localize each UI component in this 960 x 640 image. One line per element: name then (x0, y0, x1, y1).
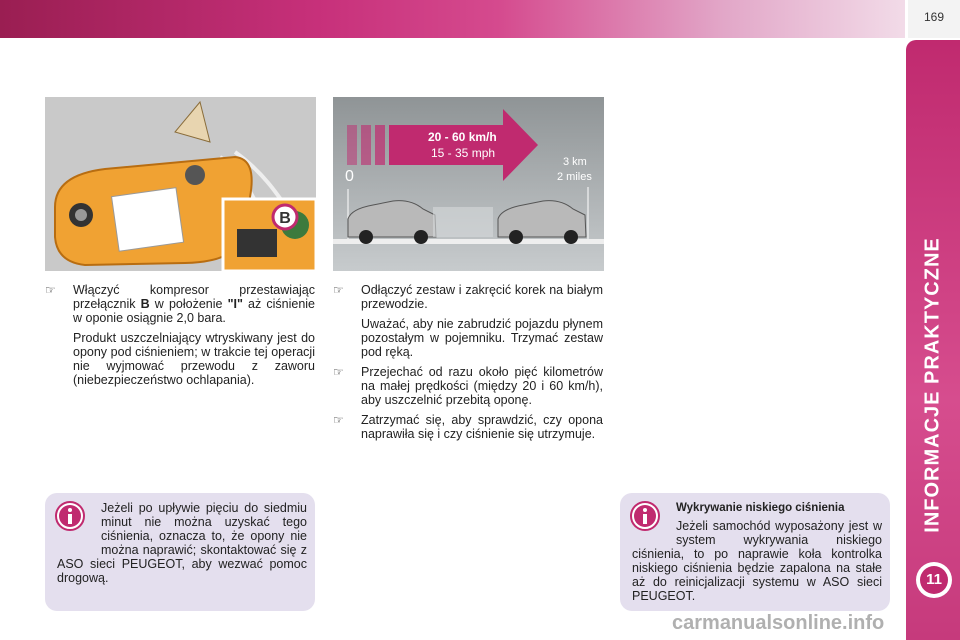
info-note-left-text: Jeżeli po upływie pięciu do siedmiu minut nie można uzyskać tego ciśnienia, oznacza to, że opony nie można naprawić; skontaktować się z ASO sieci PEUGEOT, aby wezwać pomoc drogową. (57, 501, 307, 585)
distance-km: 3 km (563, 156, 587, 168)
chapter-title: INFORMACJE PRAKTYCZNE (921, 237, 944, 533)
info-note-left (45, 493, 315, 611)
right-instructions (333, 283, 603, 447)
compressor-illustration (45, 97, 316, 271)
info-note-left-text-wrap (57, 501, 307, 585)
pointing-hand-icon: ☞ (333, 283, 344, 297)
chapter-number: 11 (920, 566, 948, 594)
pointing-hand-icon: ☞ (333, 365, 344, 379)
speed-figure (333, 97, 604, 271)
info-note-right-title: Wykrywanie niskiego ciśnienia (676, 502, 845, 514)
info-note-right-text: Jeżeli samochód wyposażony jest w system wykrywania niskiego ciśnienia, to po naprawie koła kontrolka niskiego ciśnienia będzie zapalona na stałe aż do reinicjalizacji systemu w ASO sieci PEUGEOT. (632, 519, 882, 603)
speed-mph: 15 - 35 mph (431, 146, 496, 160)
switch-label: B (279, 210, 291, 227)
speed-illustration (333, 97, 604, 271)
left-instructions (45, 283, 315, 393)
watermark: carmanualsonline.info (672, 612, 885, 634)
distance-miles: 2 miles (557, 171, 592, 183)
pointing-hand-icon: ☞ (45, 283, 56, 297)
page-number: 169 (923, 10, 945, 24)
start-distance: 0 (345, 168, 354, 185)
pointing-hand-icon: ☞ (333, 413, 344, 427)
instruction-drive: ☞ Przejechać od razu około pięć kilometrów na małej prędkości (między 20 i 60 km/h), aby uszczelnić przebitą oponę. (333, 365, 603, 407)
instruction-sealant-note: Produkt uszczelniający wtryskiwany jest do opony pod ciśnieniem; w trakcie tej operacji nie wyjmować przewodu z zaworu (niebezpieczeństwo ochlapania). (73, 331, 315, 387)
instruction-careful: Uważać, aby nie zabrudzić pojazdu płynem pozostałym w pojemniku. Trzymać zestaw pod ręką. (361, 317, 603, 359)
info-note-right-text-wrap (632, 501, 882, 603)
instruction-disconnect: ☞ Odłączyć zestaw i zakręcić korek na białym przewodzie. (333, 283, 603, 311)
header-band (0, 0, 905, 38)
instruction-check: ☞ Zatrzymać się, aby sprawdzić, czy opona naprawiła się i czy ciśnienie się utrzymuje. (333, 413, 603, 441)
info-note-right (620, 493, 890, 611)
speed-kmh: 20 - 60 km/h (428, 130, 497, 144)
compressor-photo (45, 97, 316, 271)
instruction-compressor: ☞ Włączyć kompresor przestawiając przełącznik B w położenie "I" aż ciśnienie w oponie osiągnie 2,0 bara. (45, 283, 316, 325)
chapter-badge (916, 562, 952, 598)
